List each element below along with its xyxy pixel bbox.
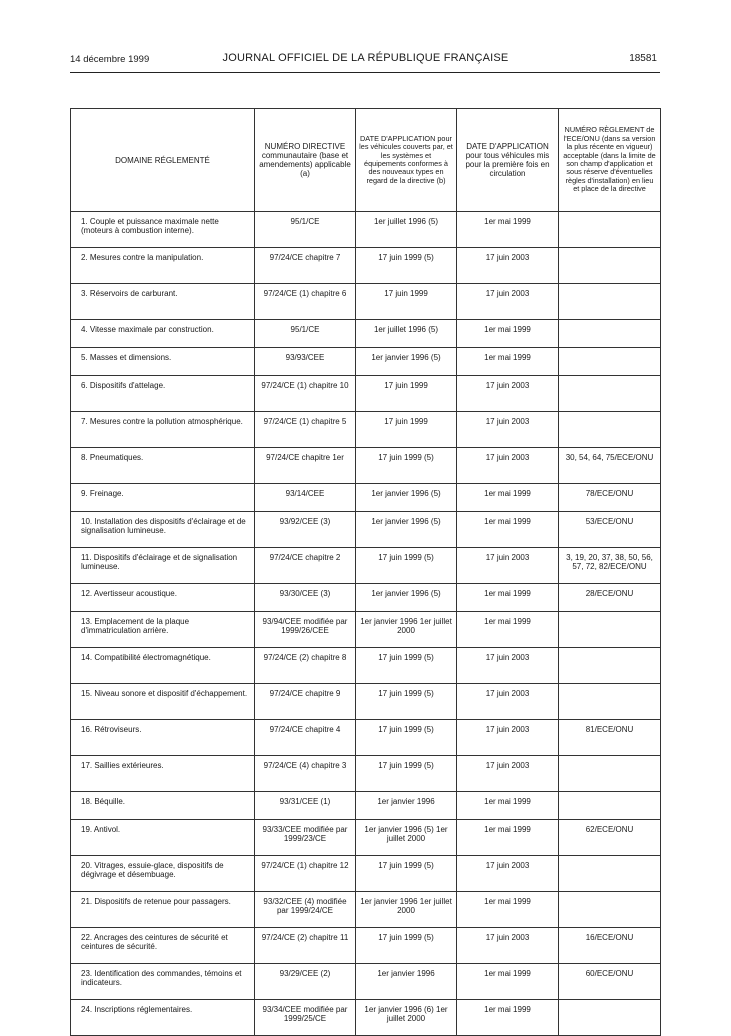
cell-date-new-types: 1er janvier 1996 1er juillet 2000 [356, 892, 457, 928]
cell-date-all-vehicles: 17 juin 2003 [457, 248, 559, 284]
column-header-date-new-types: DATE D'APPLICATION pour les véhicules couverts par, et les systèmes et équipements conformes à des nouveaux types en regard de la directive (b) [356, 109, 457, 212]
page-header [0, 52, 731, 68]
cell-directive: 97/24/CE chapitre 9 [255, 684, 356, 720]
table-row [71, 856, 661, 892]
table-row [71, 412, 661, 448]
cell-date-new-types: 17 juin 1999 (5) [356, 648, 457, 684]
cell-date-all-vehicles: 1er mai 1999 [457, 1000, 559, 1036]
table-row [71, 756, 661, 792]
cell-domain: 22. Ancrages des ceintures de sécurité et ceintures de sécurité. [71, 928, 255, 964]
page-number: 18581 [629, 53, 657, 64]
table-row [71, 928, 661, 964]
cell-ece-regulation [559, 248, 661, 284]
cell-ece-regulation: 16/ECE/ONU [559, 928, 661, 964]
cell-date-new-types: 1er janvier 1996 (6) 1er juillet 2000 [356, 1000, 457, 1036]
table-body [71, 212, 661, 1036]
table-row [71, 1000, 661, 1036]
cell-domain: 20. Vitrages, essuie-glace, dispositifs de dégivrage et désembuage. [71, 856, 255, 892]
cell-date-all-vehicles: 17 juin 2003 [457, 376, 559, 412]
cell-directive: 97/24/CE chapitre 2 [255, 548, 356, 584]
table-row [71, 320, 661, 348]
table-row [71, 720, 661, 756]
cell-date-all-vehicles: 1er mai 1999 [457, 512, 559, 548]
cell-ece-regulation [559, 648, 661, 684]
cell-date-all-vehicles: 1er mai 1999 [457, 212, 559, 248]
cell-directive: 93/92/CEE (3) [255, 512, 356, 548]
cell-date-all-vehicles: 17 juin 2003 [457, 648, 559, 684]
cell-date-new-types: 17 juin 1999 [356, 412, 457, 448]
cell-date-all-vehicles: 17 juin 2003 [457, 412, 559, 448]
table-row [71, 284, 661, 320]
cell-ece-regulation: 3, 19, 20, 37, 38, 50, 56, 57, 72, 82/ECE/ONU [559, 548, 661, 584]
cell-ece-regulation: 30, 54, 64, 75/ECE/ONU [559, 448, 661, 484]
cell-date-new-types: 1er janvier 1996 1er juillet 2000 [356, 612, 457, 648]
cell-domain: 4. Vitesse maximale par construction. [71, 320, 255, 348]
cell-directive: 93/93/CEE [255, 348, 356, 376]
cell-date-new-types: 17 juin 1999 (5) [356, 856, 457, 892]
cell-domain: 1. Couple et puissance maximale nette (moteurs à combustion interne). [71, 212, 255, 248]
cell-directive: 97/24/CE chapitre 1er [255, 448, 356, 484]
table-row [71, 892, 661, 928]
cell-date-new-types: 17 juin 1999 (5) [356, 548, 457, 584]
cell-ece-regulation [559, 612, 661, 648]
cell-directive: 93/31/CEE (1) [255, 792, 356, 820]
regulation-table [70, 108, 661, 1036]
cell-domain: 17. Saillies extérieures. [71, 756, 255, 792]
cell-date-new-types: 1er janvier 1996 (5) 1er juillet 2000 [356, 820, 457, 856]
cell-date-all-vehicles: 17 juin 2003 [457, 756, 559, 792]
cell-date-all-vehicles: 1er mai 1999 [457, 584, 559, 612]
cell-date-new-types: 17 juin 1999 (5) [356, 720, 457, 756]
cell-date-new-types: 17 juin 1999 (5) [356, 684, 457, 720]
cell-ece-regulation [559, 320, 661, 348]
table-row [71, 684, 661, 720]
cell-domain: 9. Freinage. [71, 484, 255, 512]
cell-date-all-vehicles: 1er mai 1999 [457, 612, 559, 648]
cell-date-all-vehicles: 17 juin 2003 [457, 856, 559, 892]
cell-ece-regulation [559, 684, 661, 720]
cell-directive: 97/24/CE (4) chapitre 3 [255, 756, 356, 792]
cell-directive: 97/24/CE (1) chapitre 5 [255, 412, 356, 448]
cell-date-new-types: 17 juin 1999 [356, 284, 457, 320]
cell-date-all-vehicles: 17 juin 2003 [457, 720, 559, 756]
cell-date-new-types: 17 juin 1999 (5) [356, 756, 457, 792]
cell-domain: 7. Mesures contre la pollution atmosphérique. [71, 412, 255, 448]
cell-date-all-vehicles: 1er mai 1999 [457, 892, 559, 928]
cell-domain: 6. Dispositifs d'attelage. [71, 376, 255, 412]
cell-domain: 10. Installation des dispositifs d'éclairage et de signalisation lumineuse. [71, 512, 255, 548]
cell-ece-regulation: 62/ECE/ONU [559, 820, 661, 856]
table-row [71, 376, 661, 412]
table-row [71, 348, 661, 376]
cell-date-new-types: 17 juin 1999 [356, 376, 457, 412]
cell-directive: 97/24/CE (1) chapitre 10 [255, 376, 356, 412]
cell-directive: 93/32/CEE (4) modifiée par 1999/24/CE [255, 892, 356, 928]
cell-date-new-types: 1er juillet 1996 (5) [356, 320, 457, 348]
table-row [71, 964, 661, 1000]
cell-ece-regulation [559, 892, 661, 928]
table-row [71, 612, 661, 648]
cell-domain: 8. Pneumatiques. [71, 448, 255, 484]
cell-domain: 16. Rétroviseurs. [71, 720, 255, 756]
cell-domain: 19. Antivol. [71, 820, 255, 856]
cell-ece-regulation [559, 212, 661, 248]
cell-date-all-vehicles: 1er mai 1999 [457, 348, 559, 376]
cell-ece-regulation [559, 412, 661, 448]
cell-domain: 14. Compatibilité électromagnétique. [71, 648, 255, 684]
table-row [71, 820, 661, 856]
cell-ece-regulation: 81/ECE/ONU [559, 720, 661, 756]
cell-ece-regulation: 60/ECE/ONU [559, 964, 661, 1000]
table-row [71, 792, 661, 820]
cell-directive: 97/24/CE (1) chapitre 6 [255, 284, 356, 320]
cell-ece-regulation [559, 376, 661, 412]
column-header-date-all-vehicles: DATE D'APPLICATION pour tous véhicules mis pour la première fois en circulation [457, 109, 559, 212]
cell-directive: 93/30/CEE (3) [255, 584, 356, 612]
cell-domain: 21. Dispositifs de retenue pour passagers. [71, 892, 255, 928]
cell-directive: 93/14/CEE [255, 484, 356, 512]
cell-date-all-vehicles: 17 juin 2003 [457, 684, 559, 720]
cell-ece-regulation [559, 856, 661, 892]
cell-date-new-types: 1er juillet 1996 (5) [356, 212, 457, 248]
cell-date-new-types: 1er janvier 1996 (5) [356, 512, 457, 548]
cell-domain: 24. Inscriptions réglementaires. [71, 1000, 255, 1036]
cell-date-all-vehicles: 17 juin 2003 [457, 928, 559, 964]
cell-date-all-vehicles: 17 juin 2003 [457, 284, 559, 320]
cell-ece-regulation [559, 792, 661, 820]
cell-directive: 97/24/CE chapitre 4 [255, 720, 356, 756]
table-row [71, 248, 661, 284]
cell-ece-regulation [559, 348, 661, 376]
table-row [71, 548, 661, 584]
cell-date-new-types: 1er janvier 1996 (5) [356, 484, 457, 512]
cell-domain: 15. Niveau sonore et dispositif d'échappement. [71, 684, 255, 720]
cell-date-all-vehicles: 1er mai 1999 [457, 792, 559, 820]
cell-directive: 97/24/CE (1) chapitre 12 [255, 856, 356, 892]
cell-ece-regulation [559, 1000, 661, 1036]
cell-date-new-types: 1er janvier 1996 (5) [356, 584, 457, 612]
cell-directive: 95/1/CE [255, 320, 356, 348]
table-row [71, 212, 661, 248]
cell-date-new-types: 1er janvier 1996 [356, 964, 457, 1000]
cell-domain: 18. Béquille. [71, 792, 255, 820]
header-date: 14 décembre 1999 [70, 54, 150, 65]
column-header-directive: NUMÉRO DIRECTIVE communautaire (base et amendements) applicable (a) [255, 109, 356, 212]
cell-date-new-types: 17 juin 1999 (5) [356, 248, 457, 284]
cell-ece-regulation [559, 756, 661, 792]
cell-date-all-vehicles: 1er mai 1999 [457, 484, 559, 512]
cell-domain: 23. Identification des commandes, témoins et indicateurs. [71, 964, 255, 1000]
table-row [71, 484, 661, 512]
cell-directive: 97/24/CE chapitre 7 [255, 248, 356, 284]
cell-domain: 3. Réservoirs de carburant. [71, 284, 255, 320]
cell-date-all-vehicles: 1er mai 1999 [457, 964, 559, 1000]
cell-directive: 93/33/CEE modifiée par 1999/23/CE [255, 820, 356, 856]
header-rule [70, 72, 660, 73]
cell-ece-regulation: 28/ECE/ONU [559, 584, 661, 612]
cell-directive: 97/24/CE (2) chapitre 8 [255, 648, 356, 684]
journal-title: JOURNAL OFFICIEL DE LA RÉPUBLIQUE FRANÇAISE [222, 52, 509, 64]
cell-domain: 12. Avertisseur acoustique. [71, 584, 255, 612]
cell-directive: 95/1/CE [255, 212, 356, 248]
cell-ece-regulation [559, 284, 661, 320]
cell-ece-regulation: 53/ECE/ONU [559, 512, 661, 548]
column-header-domain: DOMAINE RÉGLEMENTÉ [71, 109, 255, 212]
table-row [71, 648, 661, 684]
cell-date-new-types: 17 juin 1999 (5) [356, 928, 457, 964]
cell-ece-regulation: 78/ECE/ONU [559, 484, 661, 512]
table-row [71, 512, 661, 548]
table-row [71, 584, 661, 612]
cell-date-new-types: 1er janvier 1996 [356, 792, 457, 820]
column-header-ece-regulation: NUMÉRO RÈGLEMENT de l'ECE/ONU (dans sa version la plus récente en vigueur) acceptable (dans la limite de son champ d'application et sous réserve d'éventuelles règles d'installation) en lieu et place de la directive [559, 109, 661, 212]
cell-date-all-vehicles: 1er mai 1999 [457, 820, 559, 856]
cell-domain: 11. Dispositifs d'éclairage et de signalisation lumineuse. [71, 548, 255, 584]
cell-domain: 2. Mesures contre la manipulation. [71, 248, 255, 284]
cell-date-new-types: 1er janvier 1996 (5) [356, 348, 457, 376]
cell-date-all-vehicles: 17 juin 2003 [457, 548, 559, 584]
cell-directive: 97/24/CE (2) chapitre 11 [255, 928, 356, 964]
cell-date-all-vehicles: 17 juin 2003 [457, 448, 559, 484]
cell-directive: 93/34/CEE modifiée par 1999/25/CE [255, 1000, 356, 1036]
table-row [71, 448, 661, 484]
cell-directive: 93/94/CEE modifiée par 1999/26/CEE [255, 612, 356, 648]
cell-date-all-vehicles: 1er mai 1999 [457, 320, 559, 348]
cell-date-new-types: 17 juin 1999 (5) [356, 448, 457, 484]
cell-directive: 93/29/CEE (2) [255, 964, 356, 1000]
table-header-row [71, 109, 661, 212]
cell-domain: 13. Emplacement de la plaque d'immatriculation arrière. [71, 612, 255, 648]
cell-domain: 5. Masses et dimensions. [71, 348, 255, 376]
